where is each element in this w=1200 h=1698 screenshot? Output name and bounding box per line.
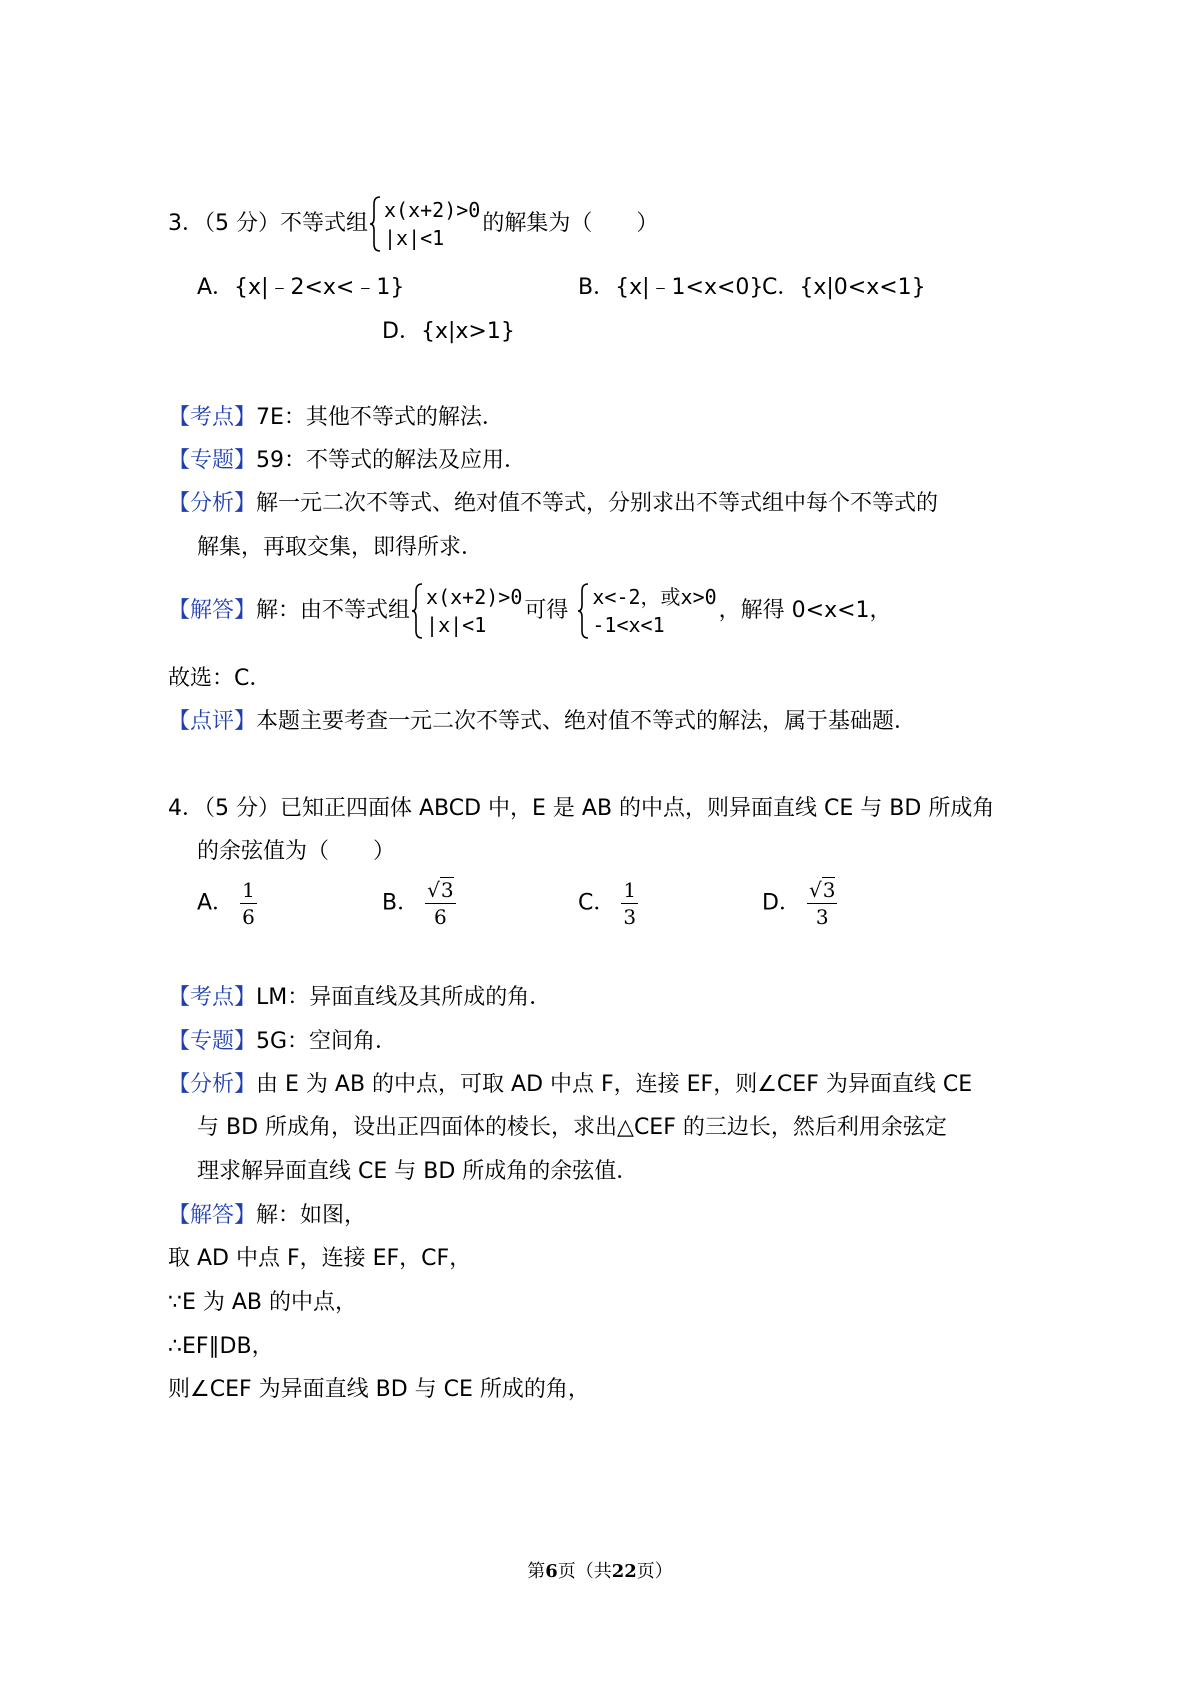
q3-dianping-text: 本题主要考查一元二次不等式、绝对值不等式的解法，属于基础题． — [256, 709, 917, 734]
q3-jieda-system1 — [412, 583, 522, 639]
fraction-numerator: 1 — [242, 878, 255, 902]
fraction-numerator: 1 — [623, 878, 637, 902]
q4-zhuanti-text: 5G：空间角． — [256, 1029, 398, 1054]
fraction-numerator — [807, 878, 837, 904]
q4-kaodian — [168, 982, 551, 1014]
page-footer — [0, 1560, 1200, 1584]
q4-option-b-label: B． — [382, 890, 420, 916]
q4-fenxi-line1: 由 E 为 AB 的中点，可取 AD 中点 F，连接 EF，则∠CEF 为异面直线 CE — [256, 1072, 973, 1097]
q3-guxuan: 故选：C． — [168, 666, 272, 691]
q3-option-b: B．{x|﹣1<x<0} — [578, 275, 764, 300]
footer-page-number: 6 — [545, 1561, 558, 1582]
fraction-denominator: 6 — [242, 905, 255, 929]
q3-jieda-sys2-row2: -1<x<1 — [592, 613, 665, 637]
q4-option-c-label: C． — [578, 890, 616, 916]
q4-step3: ∴EF∥DB， — [168, 1334, 274, 1359]
q3-jieda-before: 解：由不等式组 — [256, 598, 411, 623]
q4-option-a — [197, 878, 257, 929]
q3-option-d: D．{x|x>1} — [382, 319, 515, 344]
q4-fenxi-line3: 理求解异面直线 CE 与 BD 所成角的余弦值． — [197, 1159, 639, 1184]
fraction-denominator: 6 — [433, 905, 447, 929]
footer-post: 页） — [636, 1561, 673, 1582]
q3-option-c: C．{x|0<x<1} — [762, 275, 926, 300]
q3-system-row1: x(x+2)>0 — [384, 198, 481, 222]
q3-fenxi — [168, 488, 938, 520]
q4-kaodian-text: LM：异面直线及其所成的角． — [256, 985, 552, 1010]
q4-zhuanti — [168, 1026, 397, 1058]
radicand: 3 — [822, 878, 836, 902]
q3-jieda-mid: 可得 — [524, 598, 569, 623]
q3-jieda-sys1-row2: |x|<1 — [426, 613, 487, 637]
q4-step4: 则∠CEF 为异面直线 BD 与 CE 所成的角， — [168, 1377, 590, 1402]
footer-total-pages: 22 — [611, 1561, 637, 1582]
q4-option-a-label: A． — [197, 890, 235, 916]
q3-kaodian-tag: 【考点】 — [168, 405, 257, 430]
q4-option-a-fraction — [240, 878, 257, 929]
q3-jieda-system2 — [578, 583, 716, 639]
q3-dianping-tag: 【点评】 — [168, 709, 257, 734]
q3-fenxi-line1: 解一元二次不等式、绝对值不等式，分别求出不等式组中每个不等式的 — [256, 491, 939, 516]
q3-kaodian — [168, 402, 504, 434]
q3-zhuanti-tag: 【专题】 — [168, 448, 257, 473]
sqrt-icon: √3 — [808, 878, 836, 902]
footer-mid: 页（共 — [557, 1561, 612, 1582]
q3-jieda-after: ，解得 0<x<1， — [718, 598, 892, 623]
q4-fenxi-line2: 与 BD 所成角，设出正四面体的棱长，求出△CEF 的三边长，然后利用余弦定 — [197, 1115, 947, 1140]
q4-option-b — [382, 878, 456, 929]
q4-step1: 取 AD 中点 F，连接 EF，CF， — [168, 1246, 472, 1271]
q3-stem-before: 3．（5 分）不等式组 — [168, 211, 368, 236]
q3-jieda-tag: 【解答】 — [168, 598, 257, 623]
q3-dianping — [168, 706, 916, 738]
q3-jieda — [168, 583, 892, 639]
q4-jieda-text: 解：如图， — [256, 1203, 367, 1228]
q3-jieda-sys1-row1: x(x+2)>0 — [426, 585, 523, 609]
q4-fenxi-tag: 【分析】 — [168, 1072, 257, 1097]
q3-zhuanti-text: 59：不等式的解法及应用． — [256, 448, 527, 473]
q4-option-d-label: D． — [762, 890, 801, 916]
q4-option-d-fraction — [807, 878, 837, 929]
q4-option-c-fraction — [621, 878, 638, 929]
q4-jieda-tag: 【解答】 — [168, 1203, 257, 1228]
q3-system-row2: |x|<1 — [384, 226, 445, 250]
q4-stem-line2: 的余弦值为（ ） — [197, 839, 396, 864]
q4-zhuanti-tag: 【专题】 — [168, 1029, 257, 1054]
fraction-numerator — [425, 878, 455, 904]
left-brace-icon — [370, 196, 382, 252]
fraction-denominator: 3 — [815, 905, 829, 929]
q4-jieda — [168, 1200, 366, 1232]
q4-step2: ∵E 为 AB 的中点， — [168, 1290, 358, 1315]
q3-option-a: A．{x|﹣2<x<﹣1} — [197, 275, 405, 300]
q4-fenxi — [168, 1069, 972, 1101]
q3-zhuanti — [168, 445, 526, 477]
left-brace-icon — [578, 583, 590, 639]
sqrt-icon: √3 — [427, 878, 454, 902]
radicand: 3 — [440, 878, 454, 902]
q3-stem-after: 的解集为（ ） — [482, 211, 659, 236]
q4-stem-line1: 4．（5 分）已知正四面体 ABCD 中，E 是 AB 的中点，则异面直线 CE 与 BD 所成角 — [168, 796, 995, 821]
q3-kaodian-text: 7E：其他不等式的解法． — [256, 405, 504, 430]
q4-option-c — [578, 878, 638, 929]
q3-inequality-system — [370, 196, 480, 252]
q3-stem — [168, 196, 658, 252]
q3-fenxi-line2: 解集，再取交集，即得所求． — [197, 535, 484, 560]
footer-pre: 第 — [527, 1561, 546, 1582]
q3-jieda-sys2-row1: x<-2，或x>0 — [592, 585, 717, 609]
fraction-denominator: 3 — [623, 905, 637, 929]
q4-option-b-fraction — [425, 878, 455, 929]
q4-option-d — [762, 878, 837, 929]
left-brace-icon — [412, 583, 424, 639]
q3-fenxi-tag: 【分析】 — [168, 491, 257, 516]
q4-kaodian-tag: 【考点】 — [168, 985, 257, 1010]
